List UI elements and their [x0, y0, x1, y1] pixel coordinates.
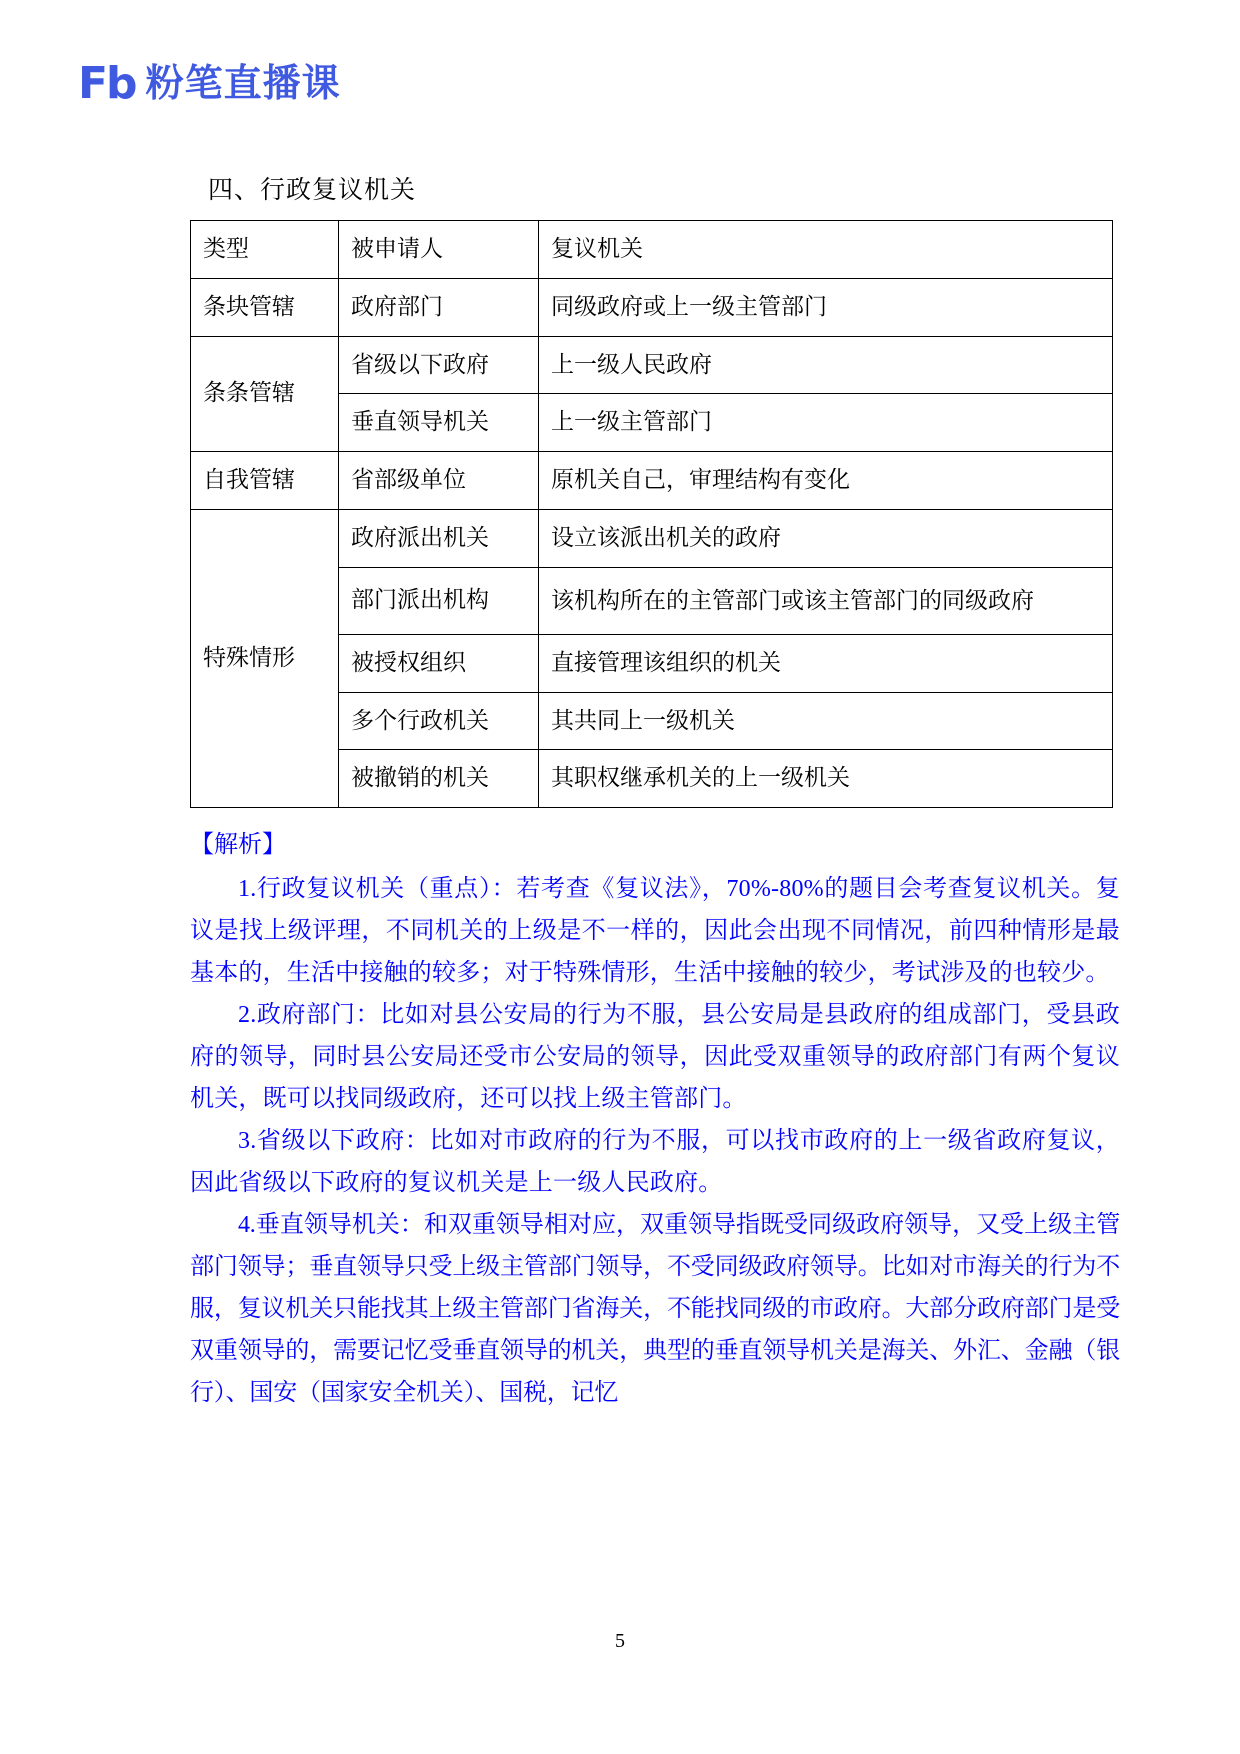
analysis-paragraph: 4.垂直领导机关：和双重领导相对应，双重领导指既受同级政府领导，又受上级主管部门领导；垂直领导只受上级主管部门领导，不受同级政府领导。比如对市海关的行为不服，复议机关只能找其上级主管部门省海关，不能找同级的市政府。大部分政府部门是受双重领导的，需要记忆受垂直领导的机关，典型的垂直领导机关是海关、外汇、金融（银行）、国安（国家安全机关）、国税，记忆: [190, 1212, 1120, 1407]
table-cell-organ: 其共同上一级机关: [539, 692, 1113, 750]
brand-logo: [78, 58, 341, 109]
table-cell-respondent: 省部级单位: [339, 452, 539, 510]
table-cell-organ: 同级政府或上一级主管部门: [539, 278, 1113, 336]
table-cell-type: 条块管辖: [191, 278, 339, 336]
table-cell-respondent: 部门派出机构: [339, 567, 539, 634]
table-cell-organ: 原机关自己，审理结构有变化: [539, 452, 1113, 510]
table-cell-organ: 上一级人民政府: [539, 336, 1113, 394]
table-header-cell: 类型: [191, 221, 339, 279]
table-cell-type: 条条管辖: [191, 336, 339, 452]
table-cell-organ: 直接管理该组织的机关: [539, 634, 1113, 692]
table-header-cell: 被申请人: [339, 221, 539, 279]
table-row: [191, 509, 1113, 567]
table-cell-type: 自我管辖: [191, 452, 339, 510]
page-number: 5: [615, 1630, 625, 1652]
table-cell-type: 特殊情形: [191, 509, 339, 807]
table-cell-organ: 设立该派出机关的政府: [539, 509, 1113, 567]
administrative-reconsideration-table: [190, 220, 1113, 808]
table-cell-respondent: 被撤销的机关: [339, 750, 539, 808]
table-row: [191, 221, 1113, 279]
table-header-cell: 复议机关: [539, 221, 1113, 279]
document-content: [190, 170, 1120, 1414]
section-title: 四、行政复议机关: [208, 177, 417, 204]
table-row: [191, 278, 1113, 336]
table-cell-respondent: 多个行政机关: [339, 692, 539, 750]
table-cell-respondent: 政府派出机关: [339, 509, 539, 567]
fenbi-logo-icon: Fb: [78, 58, 136, 109]
table-cell-respondent: 垂直领导机关: [339, 394, 539, 452]
analysis-paragraph: 2.政府部门：比如对县公安局的行为不服，县公安局是县政府的组成部门，受县政府的领导，同时县公安局还受市公安局的领导，因此受双重领导的政府部门有两个复议机关，既可以找同级政府，还可以找上级主管部门。: [190, 1002, 1120, 1113]
table-row: [191, 336, 1113, 394]
brand-name: 粉笔直播课: [145, 63, 341, 105]
analysis-paragraph: 3.省级以下政府：比如对市政府的行为不服，可以找市政府的上一级省政府复议，因此省级以下政府的复议机关是上一级人民政府。: [190, 1128, 1120, 1197]
analysis-section: [190, 824, 1120, 1414]
table-cell-organ: 其职权继承机关的上一级机关: [539, 750, 1113, 808]
analysis-paragraph: 1.行政复议机关（重点）：若考查《复议法》，70%-80%的题目会考查复议机关。复议是找上级评理，不同机关的上级是不一样的，因此会出现不同情况，前四种情形是最基本的，生活中接触的较多；对于特殊情形，生活中接触的较少，考试涉及的也较少。: [190, 876, 1120, 987]
table-cell-respondent: 省级以下政府: [339, 336, 539, 394]
table-cell-respondent: 被授权组织: [339, 634, 539, 692]
table-row: [191, 452, 1113, 510]
table-cell-organ: 该机构所在的主管部门或该主管部门的同级政府: [539, 567, 1113, 634]
table-cell-respondent: 政府部门: [339, 278, 539, 336]
analysis-label: 【解析】: [190, 832, 286, 859]
table-cell-organ: 上一级主管部门: [539, 394, 1113, 452]
